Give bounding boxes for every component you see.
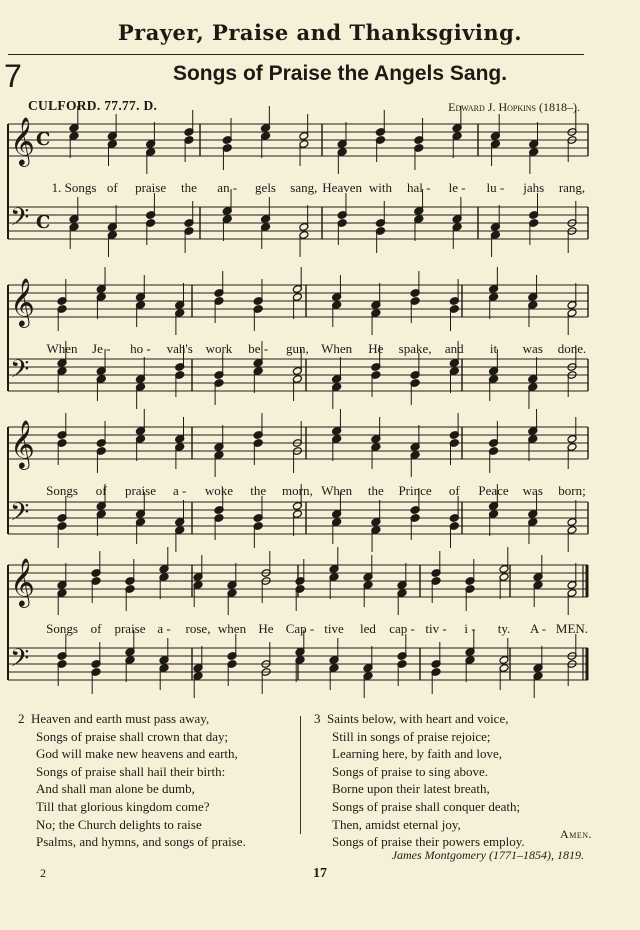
bass-clef-icon: 𝄢 (10, 203, 30, 238)
lyric-syllable: be - (248, 341, 269, 356)
lyric-syllable: of (448, 483, 460, 498)
bass-clef-icon: 𝄢 (10, 644, 30, 679)
lyric-syllable: He (368, 341, 384, 356)
meter: 77.77. D. (104, 98, 158, 113)
lyric-syllable: gels (255, 180, 277, 195)
lyric-syllable: the (367, 483, 384, 498)
lyric-syllable: rose, (185, 621, 211, 636)
lyric-syllable: led (360, 621, 376, 636)
treble-clef-icon: 𝄞 (10, 116, 35, 165)
author-credit (392, 848, 584, 863)
verse-line: Songs of praise to sing above. (332, 763, 488, 779)
lyric-syllable: praise (124, 483, 156, 498)
lyric-syllable: Prince (398, 483, 432, 498)
lyric-syllable: When (321, 483, 353, 498)
lyric-syllable: a - (157, 621, 171, 636)
running-head: Prayer, Praise and Thanksgiving. (117, 20, 523, 45)
lyric-syllable: sang, (290, 180, 318, 195)
lyric-syllable: the (250, 483, 267, 498)
lyric-syllable: Je - (92, 341, 111, 356)
lyric-syllable: A - (529, 621, 547, 636)
amen: Amen. (560, 827, 592, 841)
verse-line: Till that glorious kingdom come? (36, 798, 210, 814)
verse-2 (18, 710, 246, 851)
lyric-syllable: done. (557, 341, 587, 356)
lyric-syllable: tive (324, 621, 344, 636)
lyric-syllable: rang, (558, 180, 586, 195)
lyric-syllable: tiv - (425, 621, 447, 636)
lyric-syllable: Peace (478, 483, 509, 498)
verse-line: No; the Church delights to raise (36, 816, 202, 832)
lyric-syllable: ty. (497, 621, 511, 636)
lyric-syllable: ho - (130, 341, 151, 356)
lyric-syllable: Cap - (285, 621, 315, 636)
lyric-syllable: vah's (166, 341, 193, 356)
lyric-syllable: was (522, 341, 543, 356)
lyric-syllable: jahs (523, 180, 545, 195)
lyric-syllable: lu - (486, 180, 505, 195)
lyric-syllable: MEN. (555, 621, 589, 636)
lyric-syllable: with (368, 180, 393, 195)
lyric-syllable: Heaven (322, 180, 363, 195)
lyric-syllable: morn, (282, 483, 313, 498)
lyric-syllable: Songs (46, 621, 78, 636)
verse-line: Songs of praise shall conquer death; (332, 798, 521, 814)
lyric-syllable: spake, (398, 341, 432, 356)
lyric-syllable: i - (464, 621, 476, 636)
lyric-syllable: gun, (286, 341, 309, 356)
bass-clef-icon: 𝄢 (10, 355, 30, 390)
lyric-syllable: born; (558, 483, 586, 498)
lyric-syllable: of (106, 180, 118, 195)
lyric-syllable: praise (114, 621, 146, 636)
composer: Edward J. Hopkins (1818–). (448, 100, 580, 114)
verse-line: Songs of praise shall crown that day; (36, 728, 229, 744)
lyric-syllable: He (258, 621, 274, 636)
lyric-syllable: of (95, 483, 107, 498)
hymn-title: Songs of Praise the Angels Sang. (172, 62, 508, 85)
verse-line: And shall man alone be dumb, (36, 781, 195, 797)
page-number: 17 (313, 866, 327, 881)
lyric-syllable: when (217, 621, 247, 636)
lyric-syllable: praise (135, 180, 167, 195)
lyric-syllable: an - (217, 180, 238, 195)
lyric-syllable: Songs (46, 483, 78, 498)
verse-line: Learning here, by faith and love, (332, 746, 503, 762)
lyric-syllable: the (180, 180, 197, 195)
verse-line: God will make new heavens and earth, (36, 746, 238, 762)
verse-line: Songs of praise their powers employ. (332, 834, 525, 850)
verse-text: Heaven and earth must pass away, (31, 711, 210, 726)
author-text: James Montgomery (1771–1854), 1819. (391, 848, 584, 862)
lyric-syllable: woke (204, 483, 234, 498)
lyric-syllable: of (90, 621, 102, 636)
verse-line: Songs of praise shall hail their birth: (36, 763, 226, 779)
lyric-syllable: and (444, 341, 464, 356)
tune-name: CULFORD. (28, 98, 101, 113)
verse-line (18, 710, 246, 728)
common-time-icon: C (36, 129, 51, 150)
lyric-syllable: le - (448, 180, 466, 195)
lyric-syllable: When (46, 341, 78, 356)
lyric-syllable: was (522, 483, 543, 498)
verse-line: Then, amidst eternal joy, (332, 816, 461, 832)
verse-line: Still in songs of praise rejoice; (332, 728, 491, 744)
verse-text: Saints below, with heart and voice, (327, 711, 509, 726)
lyric-syllable: work (205, 341, 233, 356)
lyric-syllable: it (489, 341, 498, 356)
verse-line (314, 710, 525, 728)
verse-3 (314, 710, 525, 851)
verse-line: Psalms, and hymns, and songs of praise. (36, 834, 246, 850)
hymn-number: 7 (4, 58, 22, 94)
treble-clef-icon: 𝄞 (10, 419, 35, 468)
lyric-syllable: When (321, 341, 353, 356)
signature-mark: 2 (40, 866, 46, 880)
treble-clef-icon: 𝄞 (10, 557, 35, 606)
lyric-syllable: hal - (407, 180, 431, 195)
lyric-syllable: 1. Songs (51, 180, 97, 195)
verse-line: Borne upon their latest breath, (332, 781, 490, 797)
lyric-syllable: a - (173, 483, 187, 498)
treble-clef-icon: 𝄞 (10, 277, 35, 326)
verse-number: 3 (314, 711, 321, 726)
bass-clef-icon: 𝄢 (10, 498, 30, 533)
verse-number: 2 (18, 711, 25, 726)
common-time-icon: C (36, 212, 51, 233)
lyric-syllable: cap - (389, 621, 415, 636)
verse-divider (300, 716, 301, 834)
